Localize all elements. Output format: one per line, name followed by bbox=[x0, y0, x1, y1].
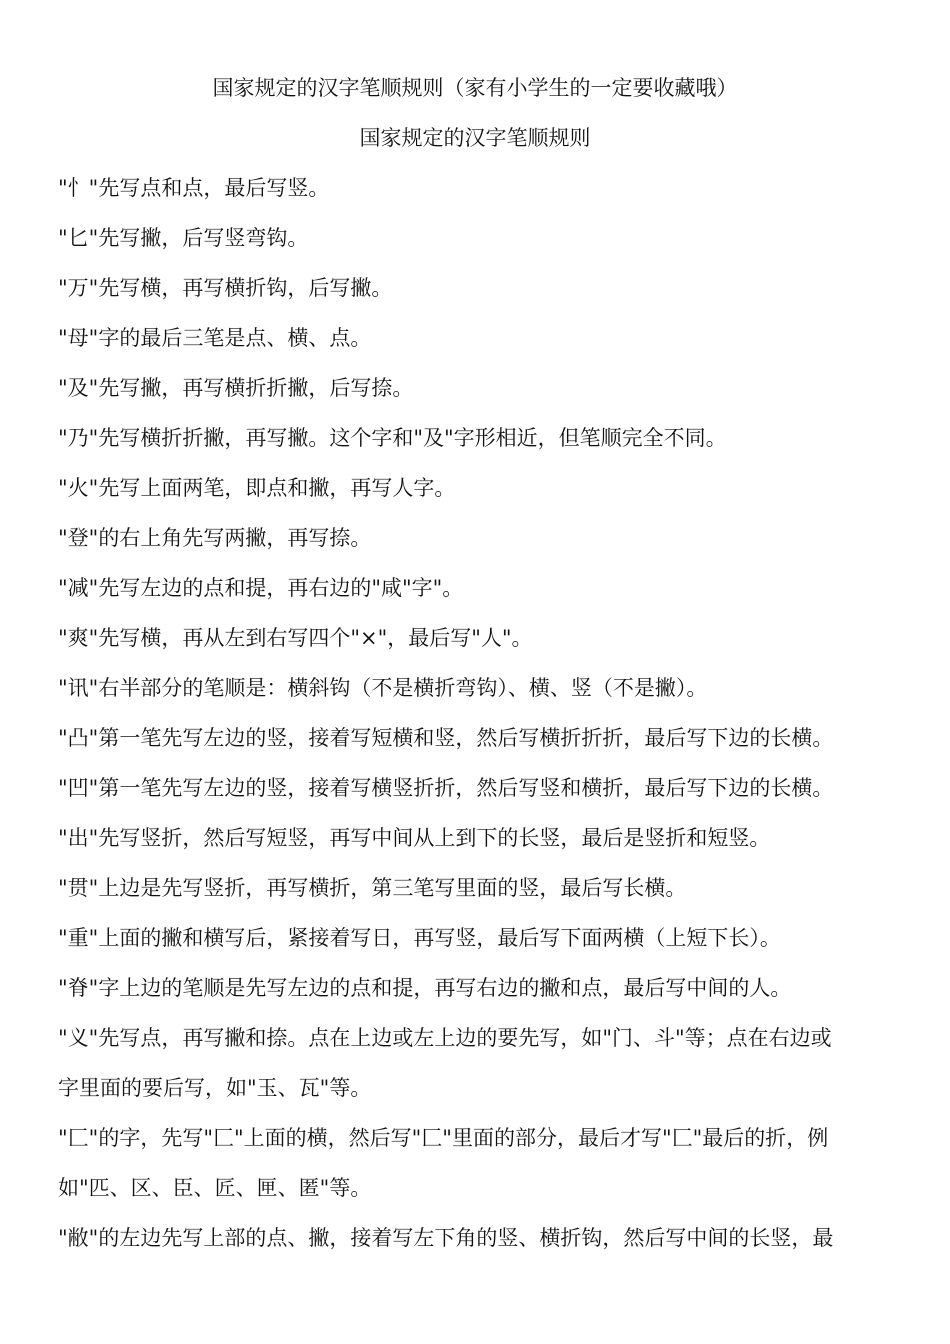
text-line: "火"先写上面两笔，即点和撇，再写人字。 bbox=[58, 476, 456, 500]
text-line: "万"先写横，再写横折钩，后写撇。 bbox=[58, 276, 393, 300]
text-line: "重"上面的撇和横写后，紧接着写日，再写竖，最后写下面两横（上短下长）。 bbox=[58, 926, 781, 950]
text-line: "敝"的左边先写上部的点、撇，接着写左下角的竖、横折钩，然后写中间的长竖，最 bbox=[58, 1226, 834, 1250]
text-line: "及"先写撇，再写横折折撇，后写捺。 bbox=[58, 376, 414, 400]
text-line: "贯"上边是先写竖折，再写横折，第三笔写里面的竖，最后写长横。 bbox=[58, 876, 687, 900]
text-line: "脊"字上边的笔顺是先写左边的点和提，再写右边的撇和点，最后写中间的人。 bbox=[58, 976, 792, 1000]
text-line: "忄"先写点和点，最后写竖。 bbox=[58, 176, 330, 200]
text-line: "凹"第一笔先写左边的竖，接着写横竖折折，然后写竖和横折，最后写下边的长横。 bbox=[58, 776, 834, 800]
text-line: "匚"的字，先写"匚"上面的横，然后写"匚"里面的部分，最后才写"匚"最后的折，例 bbox=[58, 1126, 829, 1150]
text-line: "出"先写竖折，然后写短竖，再写中间从上到下的长竖，最后是竖折和短竖。 bbox=[58, 826, 771, 850]
text-line: 字里面的要后写，如"玉、瓦"等。 bbox=[58, 1076, 372, 1100]
text-line: "匕"先写撇，后写竖弯钩。 bbox=[58, 226, 309, 250]
text-line: "凸"第一笔先写左边的竖，接着写短横和竖，然后写横折折折，最后写下边的长横。 bbox=[58, 726, 834, 750]
text-line: "讯"右半部分的笔顺是：横斜钩（不是横折弯钩）、横、竖（不是撇）。 bbox=[58, 676, 708, 700]
text-line: "减"先写左边的点和提，再右边的"咸"字"。 bbox=[58, 576, 464, 600]
text-line: "爽"先写横，再从左到右写四个"×"，最后写"人"。 bbox=[58, 626, 533, 650]
text-line: 如"匹、区、臣、匠、匣、匿"等。 bbox=[58, 1176, 372, 1200]
text-line: "义"先写点，再写撇和捺。点在上边或左上边的要先写，如"门、斗"等；点在右边或 bbox=[58, 1026, 832, 1050]
text-line: "乃"先写横折折撇，再写撇。这个字和"及"字形相近，但笔顺完全不同。 bbox=[58, 426, 727, 450]
document-subtitle: 国家规定的汉字笔顺规则 bbox=[359, 126, 591, 150]
document-title: 国家规定的汉字笔顺规则（家有小学生的一定要收藏哦） bbox=[212, 76, 738, 100]
document-body bbox=[58, 174, 894, 1274]
text-line: "登"的右上角先写两撇，再写捺。 bbox=[58, 526, 372, 550]
text-line: "母"字的最后三笔是点、横、点。 bbox=[58, 326, 372, 350]
